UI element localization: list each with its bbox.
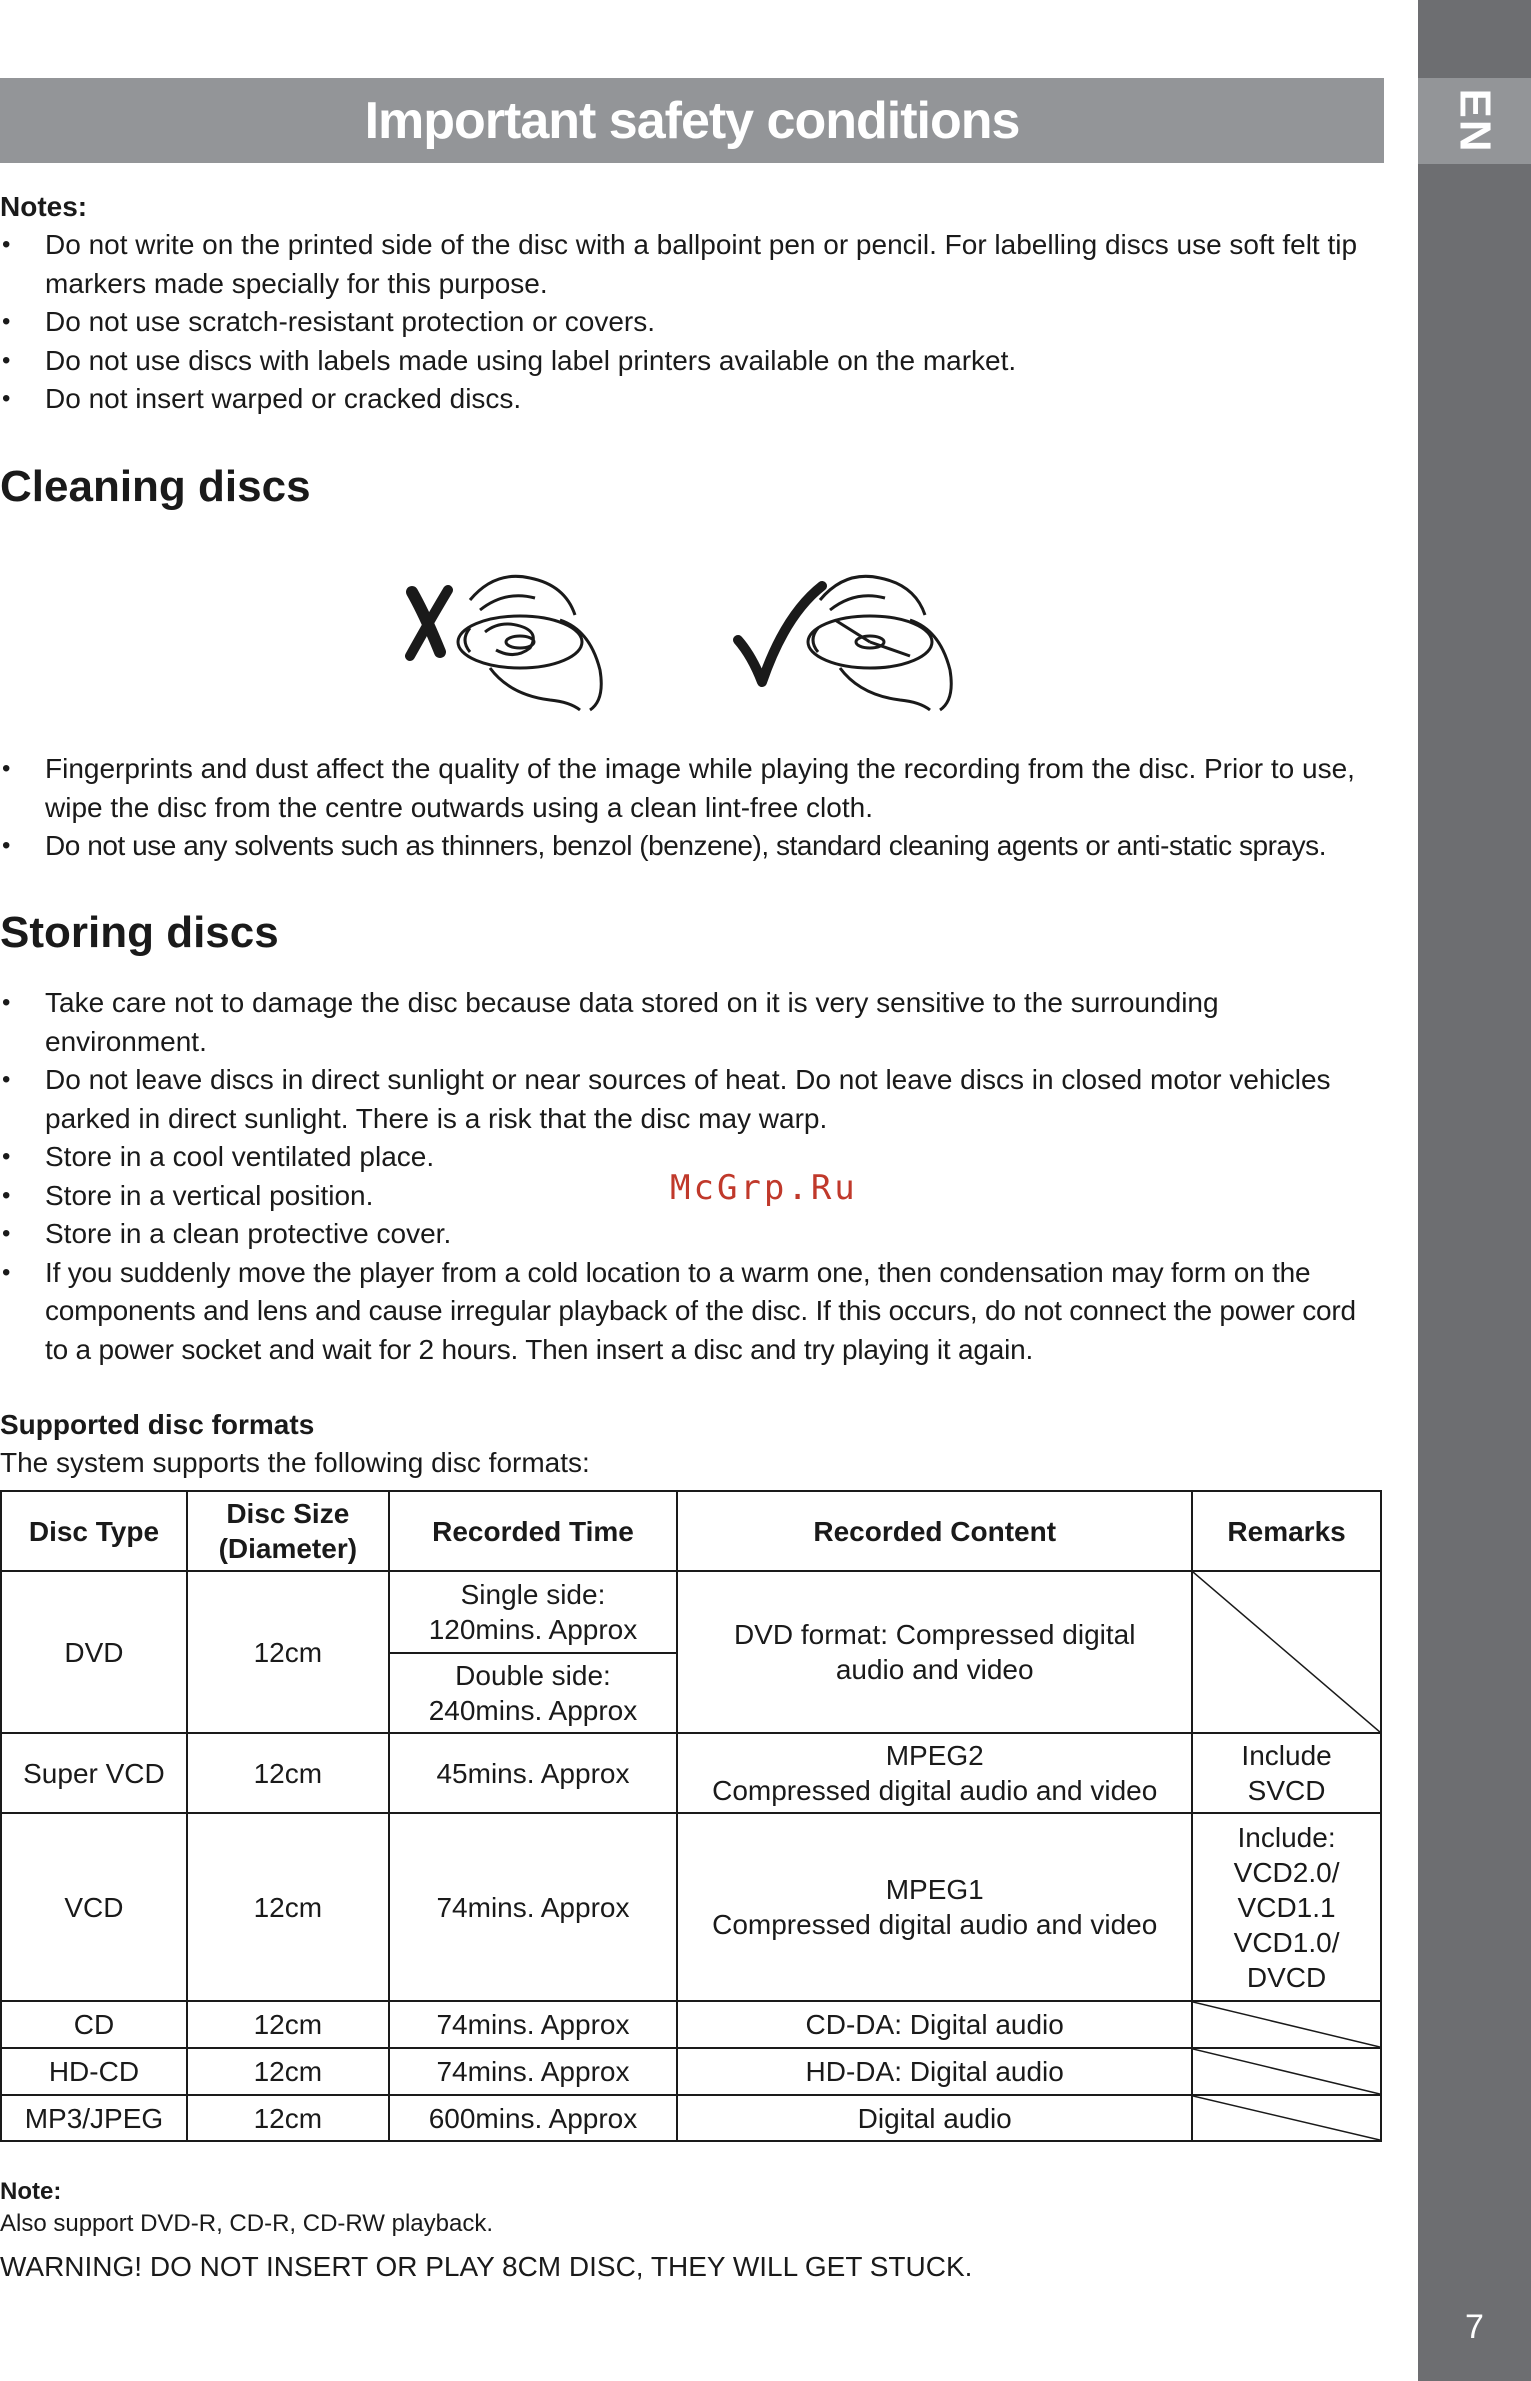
hdcd-size-cell: 12cm (187, 2048, 389, 2095)
list-item: • Do not leave discs in direct sunlight or near sources of heat. Do not leave discs in closed motor vehicles parked in direct sunlight. There is a risk that the disc may warp. (0, 1061, 1384, 1138)
table-header-row (1, 1491, 1381, 1571)
dvd-content-line1: DVD format: Compressed digital (733, 1619, 1136, 1650)
warning-text: WARNING! DO NOT INSERT OR PLAY 8CM DISC, THEY WILL GET STUCK. (0, 2251, 973, 2282)
language-label: EN (1450, 88, 1500, 154)
diagonal-strike (1193, 2096, 1380, 2140)
storing-heading: Storing discs (0, 908, 279, 957)
vcd-time-cell: 74mins. Approx (389, 1813, 678, 2001)
vcd-remarks-line5: DVCD (1246, 1961, 1327, 1993)
header-remarks: Remarks (1192, 1491, 1381, 1571)
diagonal-strike (1193, 2049, 1380, 2094)
dvd-type-cell: DVD (1, 1571, 187, 1733)
vcd-remarks-line1: Include: (1237, 1821, 1336, 1853)
dvd-time1-line1: Single side: (460, 1579, 606, 1610)
header-disc-size-line1: Disc Size (226, 1498, 350, 1529)
svcd-remarks-line2: SVCD (1247, 1775, 1326, 1806)
page-number: 7 (1465, 2308, 1484, 2346)
vcd-remarks-cell (1192, 1813, 1381, 2001)
cd-remarks-empty-cell (1192, 2001, 1381, 2048)
disc-formats-table (0, 1490, 1382, 2142)
mp3-time-cell: 600mins. Approx (389, 2095, 678, 2141)
hdcd-type-cell: HD-CD (1, 2048, 187, 2095)
watermark-text: McGrp.Ru (670, 1168, 858, 1208)
table-row (1, 1813, 1381, 2001)
disc-radial-wipe-icon (808, 576, 951, 710)
dvd-content-line2: audio and video (835, 1654, 1034, 1685)
table-row (1, 2095, 1381, 2141)
table-row (1, 1571, 1381, 1653)
notes-section (0, 188, 1384, 419)
list-item: • Do not use discs with labels made using label printers available on the market. (0, 342, 1384, 381)
vcd-content-cell (677, 1813, 1192, 2001)
side-tab (1418, 0, 1531, 2381)
cleaning-heading-wrap (0, 462, 1384, 512)
table-row (1, 2048, 1381, 2095)
svcd-content-line2: Compressed digital audio and video (712, 1775, 1158, 1806)
dvd-time2-line1: Double side: (455, 1660, 611, 1691)
cd-type-cell: CD (1, 2001, 187, 2048)
list-item: • Fingerprints and dust affect the quality of the image while playing the recording from the disc. Prior to use, wipe the disc from the centre outwards using a clean lint-free cloth. (0, 750, 1384, 827)
dvd-single-side-cell (389, 1571, 678, 1653)
header-recorded-time: Recorded Time (389, 1491, 678, 1571)
list-item: • Do not use any solvents such as thinners, benzol (benzene), standard cleaning agents or anti-static sprays. (0, 827, 1384, 866)
page-title: Important safety conditions (364, 91, 1020, 150)
correct-cleaning-illustration (730, 560, 980, 720)
table-row (1, 1733, 1381, 1813)
svcd-remarks-cell (1192, 1733, 1381, 1813)
title-banner (0, 78, 1384, 163)
formats-intro-text: The system supports the following disc formats: (0, 1447, 590, 1478)
formats-intro (0, 1406, 1384, 1483)
list-item: • Store in a cool ventilated place. (0, 1138, 1384, 1177)
notes-list (0, 226, 1384, 419)
dvd-time2-line2: 240mins. Approx (428, 1695, 638, 1726)
dvd-double-side-cell (389, 1653, 678, 1733)
dvd-size-cell: 12cm (187, 1571, 389, 1733)
dvd-time1-line2: 120mins. Approx (428, 1614, 638, 1645)
header-disc-size-line2: (Diameter) (218, 1533, 358, 1564)
svcd-time-cell: 45mins. Approx (389, 1733, 678, 1813)
list-item: • Do not write on the printed side of the disc with a ballpoint pen or pencil. For labelling discs use soft felt tip markers made specially for this purpose. (0, 226, 1384, 303)
list-item: • Take care not to damage the disc because data stored on it is very sensitive to the surrounding environment. (0, 984, 1384, 1061)
dvd-remarks-empty-cell (1192, 1571, 1381, 1733)
header-disc-type: Disc Type (1, 1491, 187, 1571)
mp3-remarks-empty-cell (1192, 2095, 1381, 2141)
language-tab (1418, 78, 1531, 164)
mp3-size-cell: 12cm (187, 2095, 389, 2141)
diagonal-strike (1193, 2002, 1380, 2047)
diagonal-strike (1193, 1572, 1380, 1732)
notes-label: Notes: (0, 191, 88, 222)
cross-mark-icon (410, 590, 448, 656)
vcd-type-cell: VCD (1, 1813, 187, 2001)
vcd-remarks-line4: VCD1.0/ (1233, 1926, 1340, 1958)
wrong-cleaning-illustration (400, 560, 630, 720)
note-label: Note: (0, 2178, 62, 2205)
dvd-content-cell (677, 1571, 1192, 1733)
hdcd-time-cell: 74mins. Approx (389, 2048, 678, 2095)
note-text: Also support DVD-R, CD-R, CD-RW playback. (0, 2210, 493, 2237)
formats-heading: Supported disc formats (0, 1409, 315, 1440)
cd-size-cell: 12cm (187, 2001, 389, 2048)
list-item: • Store in a clean protective cover. (0, 1215, 1384, 1254)
vcd-remarks-line3: VCD1.1 (1237, 1891, 1336, 1923)
cleaning-list (0, 750, 1384, 866)
svcd-content-cell (677, 1733, 1192, 1813)
cleaning-section (0, 750, 1384, 866)
list-item: • If you suddenly move the player from a cold location to a warm one, then condensation may form on the components and lens and cause irregular playback of the disc. If this occurs, do not connect the power cord to a power socket and wait for 2 hours. Then insert a disc and try playing it again. (0, 1254, 1384, 1370)
header-disc-size (187, 1491, 389, 1571)
footer-note (0, 2176, 1384, 2286)
cleaning-heading: Cleaning discs (0, 462, 311, 511)
header-recorded-content: Recorded Content (677, 1491, 1192, 1571)
svcd-remarks-line1: Include (1241, 1740, 1332, 1771)
cd-content-cell: CD-DA: Digital audio (677, 2001, 1192, 2048)
mp3-content-cell: Digital audio (677, 2095, 1192, 2141)
list-item: • Do not insert warped or cracked discs. (0, 380, 1384, 419)
vcd-size-cell: 12cm (187, 1813, 389, 2001)
list-item: • Do not use scratch-resistant protection or covers. (0, 303, 1384, 342)
hdcd-content-cell: HD-DA: Digital audio (677, 2048, 1192, 2095)
svcd-type-cell: Super VCD (1, 1733, 187, 1813)
disc-circular-wipe-icon (458, 576, 601, 710)
vcd-remarks-line2: VCD2.0/ (1233, 1856, 1340, 1888)
vcd-content-line2: Compressed digital audio and video (712, 1909, 1158, 1940)
mp3-type-cell: MP3/JPEG (1, 2095, 187, 2141)
list-item: • Store in a vertical position. (0, 1177, 1384, 1216)
hdcd-remarks-empty-cell (1192, 2048, 1381, 2095)
svcd-content-line1: MPEG2 (885, 1740, 984, 1771)
storing-heading-wrap (0, 908, 1384, 958)
cd-time-cell: 74mins. Approx (389, 2001, 678, 2048)
table-row (1, 2001, 1381, 2048)
svcd-size-cell: 12cm (187, 1733, 389, 1813)
vcd-content-line1: MPEG1 (885, 1874, 984, 1905)
